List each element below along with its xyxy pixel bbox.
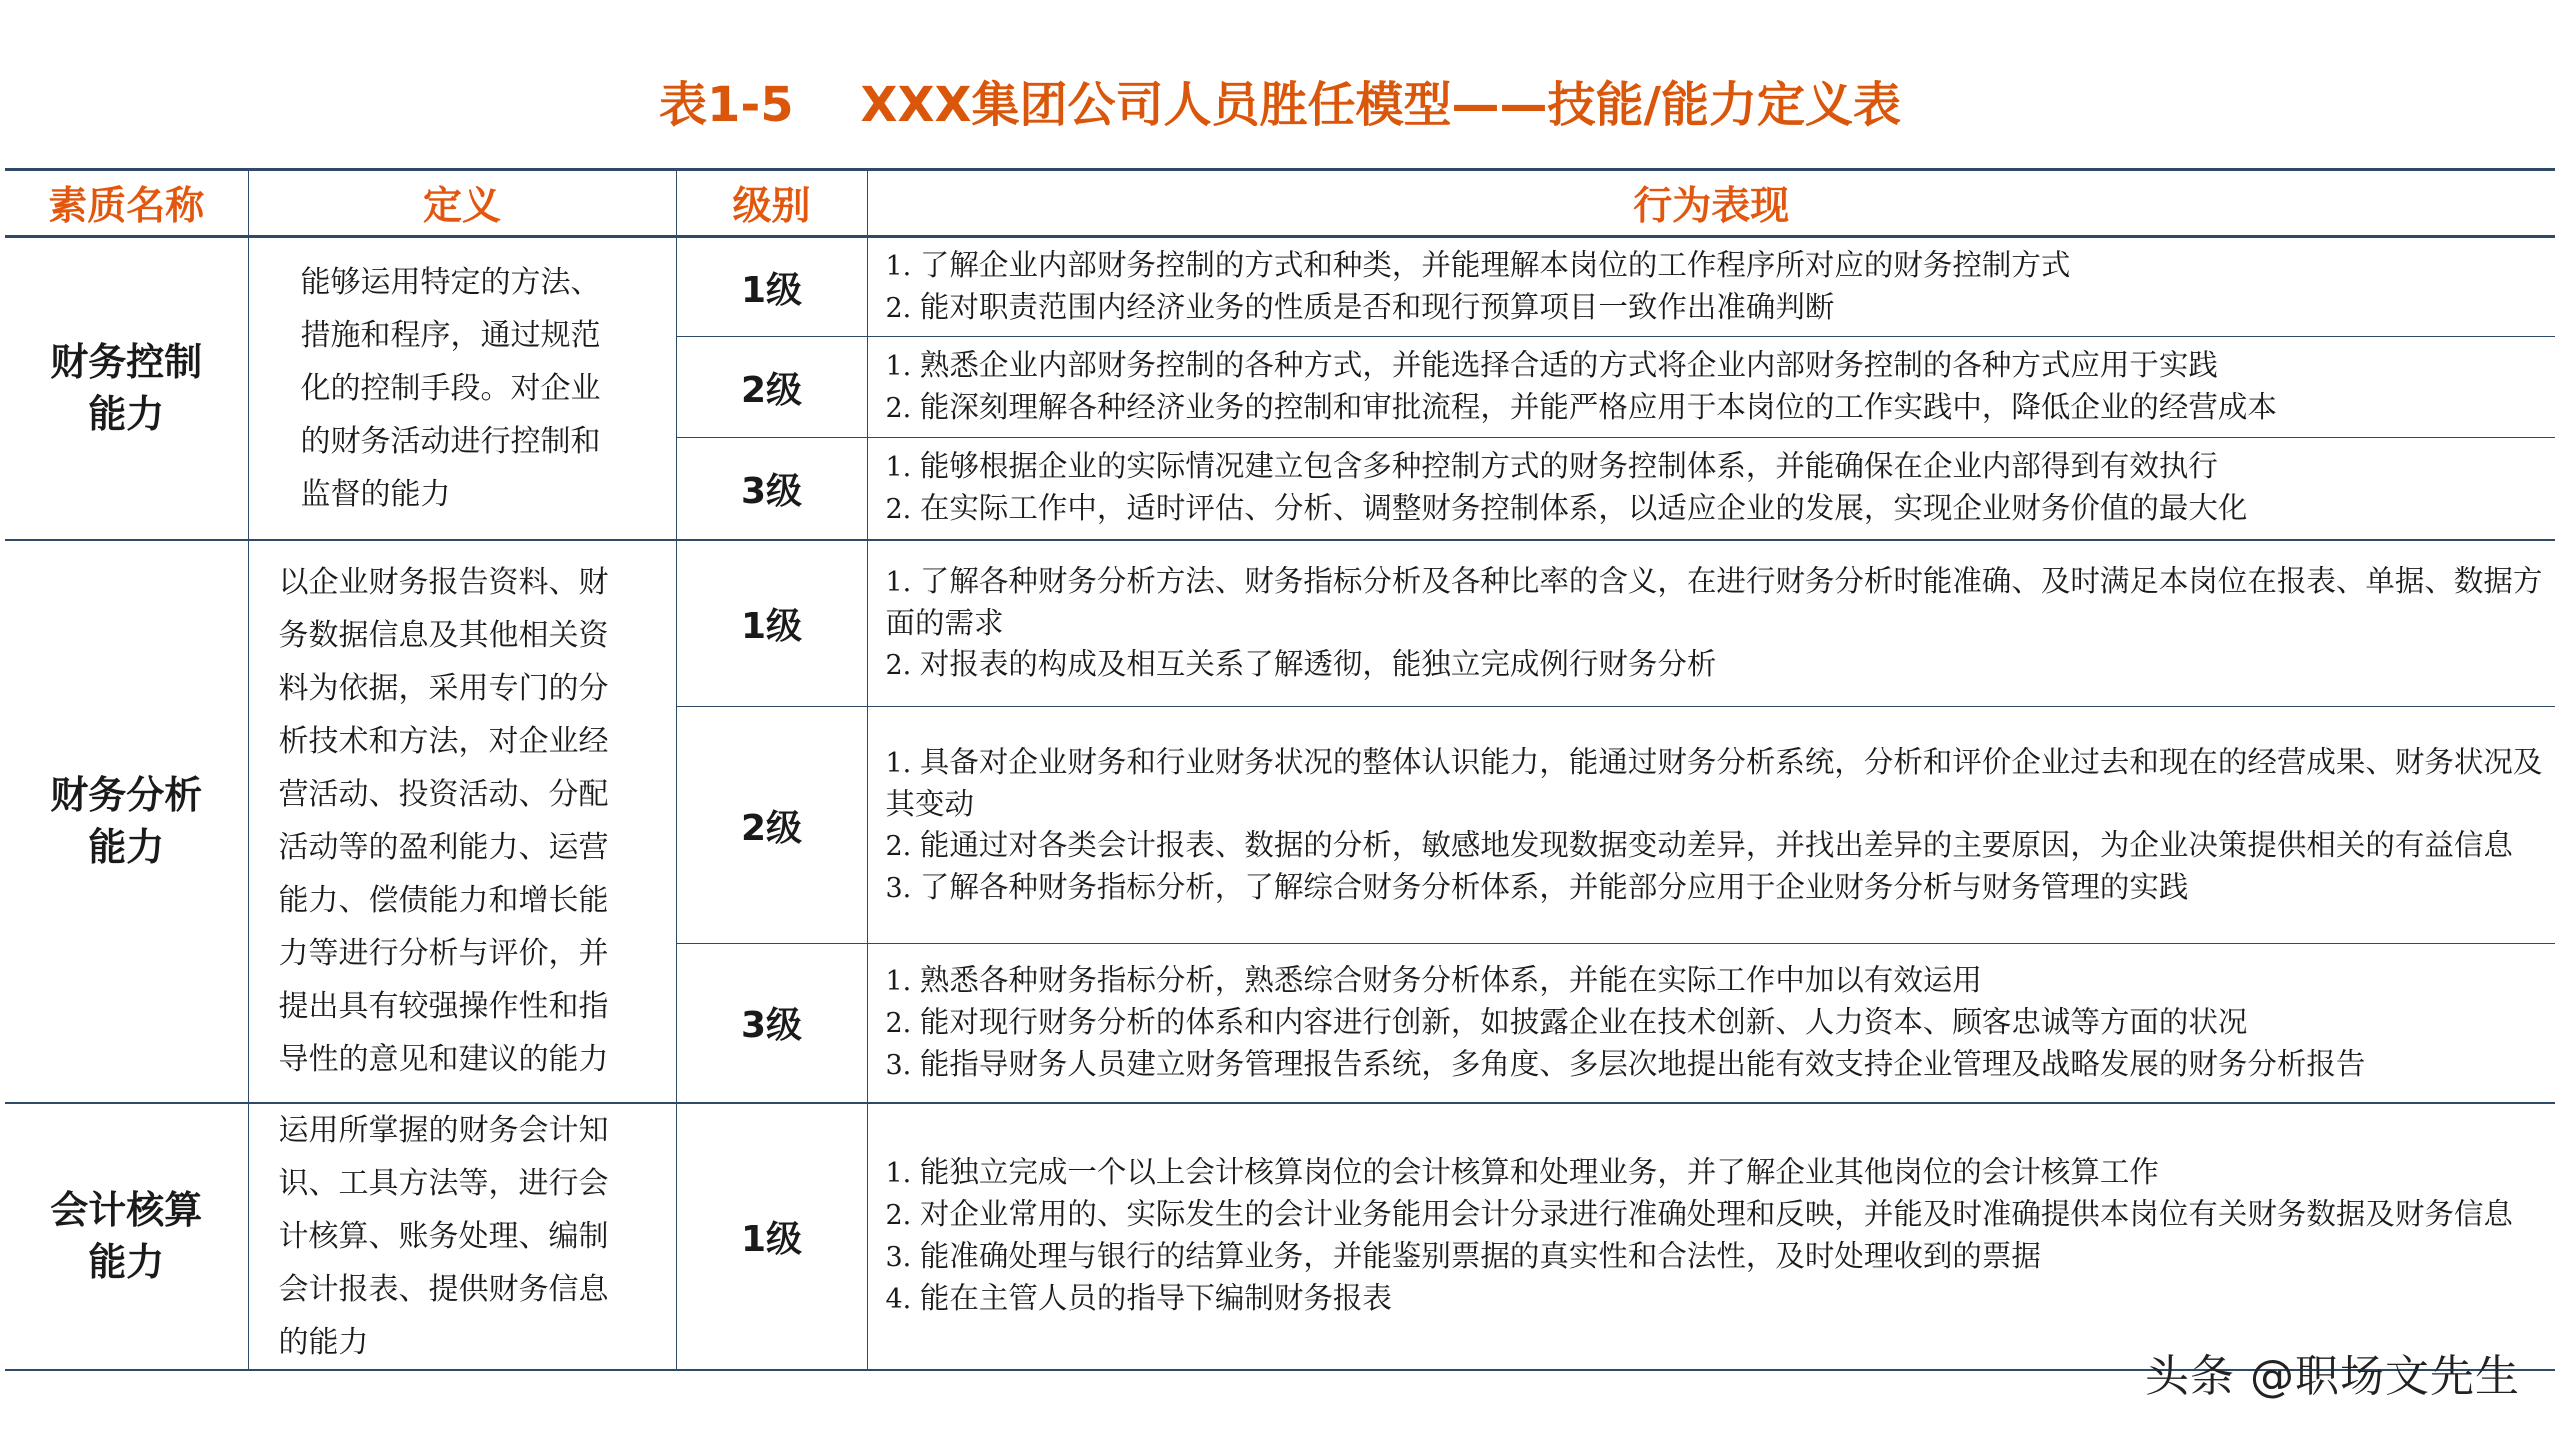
behavior-item-number: 1. — [885, 965, 920, 997]
behavior-item — [886, 446, 2548, 488]
quality-name — [5, 1103, 248, 1370]
header-level: 级别 — [676, 170, 867, 237]
competency-table — [5, 168, 2555, 1371]
behavior-item-text: 了解各种财务指标分析，了解综合财务分析体系，并能部分应用于企业财务分析与财务管理的实践 — [919, 869, 2189, 904]
quality-name-text: 财务分析能力 — [50, 773, 203, 869]
behavior-item-number: 1. — [885, 1158, 920, 1189]
behavior-item-text: 能够根据企业的实际情况建立包含多种控制方式的财务控制体系，并能确保在企业内部得到有效执行 — [919, 449, 2218, 484]
behavior-item — [886, 1194, 2548, 1236]
quality-name — [5, 237, 248, 540]
behavior-item — [886, 245, 2548, 287]
behavior-item — [886, 644, 2548, 686]
behavior-item-number: 2. — [885, 1200, 920, 1231]
behavior-item-number: 3. — [885, 1049, 920, 1081]
level-label: 1级 — [676, 540, 867, 707]
behavior-item-number: 4. — [885, 1284, 920, 1315]
table-header-row — [5, 170, 2555, 237]
behavior-item-text: 了解企业内部财务控制的方式和种类，并能理解本岗位的工作程序所对应的财务控制方式 — [919, 248, 2071, 282]
behavior-item-number: 1. — [885, 747, 920, 779]
definition-text: 运用所掌握的财务会计知识、工具方法等，进行会计核算、账务处理、编制会计报表、提供财务信息的能力 — [248, 1103, 676, 1370]
behavior-item-number: 2. — [885, 649, 920, 681]
quality-name-text: 会计核算能力 — [50, 1188, 203, 1284]
header-behavior: 行为表现 — [867, 170, 2555, 237]
definition-text: 以企业财务报告资料、财务数据信息及其他相关资料为依据，采用专门的分析技术和方法，对企业经营活动、投资活动、分配活动等的盈利能力、运营能力、偿债能力和增长能力等进行分析与评价，并提出具有较强操作性和指导性的意见和建议的能力 — [248, 540, 676, 1103]
behavior-cell — [867, 707, 2555, 944]
behavior-item — [886, 345, 2548, 387]
behavior-item — [886, 742, 2548, 825]
table-row — [5, 1103, 2555, 1370]
quality-name — [5, 540, 248, 1103]
behavior-item-number: 3. — [885, 872, 920, 904]
definition-text: 能够运用特定的方法、措施和程序，通过规范化的控制手段。对企业的财务活动进行控制和监督的能力 — [248, 237, 676, 540]
behavior-item — [886, 1236, 2548, 1278]
behavior-item-text: 在实际工作中，适时评估、分析、调整财务控制体系，以适应企业的发展，实现企业财务价值的最大化 — [919, 491, 2248, 526]
behavior-item-text: 能通过对各类会计报表、数据的分析，敏感地发现数据变动差异，并找出差异的主要原因，为企业决策提供相关的有益信息 — [919, 827, 2513, 862]
watermark: 头条 @职场文先生 — [2145, 1351, 2520, 1402]
behavior-item-number: 2. — [885, 830, 920, 862]
behavior-item — [886, 561, 2548, 644]
table-row — [5, 237, 2555, 337]
level-label: 2级 — [676, 337, 867, 438]
behavior-item — [886, 1278, 2548, 1320]
behavior-item-text: 能指导财务人员建立财务管理报告系统，多角度、多层次地提出能有效支持企业管理及战略发展的财务分析报告 — [919, 1046, 2366, 1081]
level-label: 2级 — [676, 707, 867, 944]
header-definition: 定义 — [248, 170, 676, 237]
behavior-cell — [867, 1103, 2555, 1370]
behavior-item-number: 1. — [885, 351, 920, 382]
behavior-item-text: 对报表的构成及相互关系了解透彻，能独立完成例行财务分析 — [919, 646, 1717, 681]
behavior-item-number: 2. — [885, 293, 920, 324]
behavior-item — [886, 1002, 2548, 1044]
quality-name-text: 财务控制能力 — [50, 340, 203, 437]
behavior-item-number: 1. — [885, 566, 920, 598]
behavior-item-text: 对企业常用的、实际发生的会计业务能用会计分录进行准确处理和反映，并能及时准确提供本岗位有关财务数据及财务信息 — [919, 1197, 2513, 1231]
behavior-cell — [867, 237, 2555, 337]
behavior-item-number: 2. — [885, 393, 920, 424]
behavior-item-text: 能对职责范围内经济业务的性质是否和现行预算项目一致作出准确判断 — [919, 290, 1835, 324]
behavior-item-number: 1. — [885, 452, 920, 484]
level-label: 3级 — [676, 438, 867, 540]
behavior-item — [886, 825, 2548, 867]
page-title: 表1-5 XXX集团公司人员胜任模型——技能/能力定义表 — [658, 77, 1902, 133]
level-label: 3级 — [676, 944, 867, 1103]
level-label: 1级 — [676, 1103, 867, 1370]
behavior-cell — [867, 337, 2555, 438]
behavior-item-number: 2. — [885, 494, 920, 526]
behavior-item — [886, 867, 2548, 909]
behavior-cell — [867, 438, 2555, 540]
behavior-item-text: 能在主管人员的指导下编制财务报表 — [919, 1281, 1392, 1315]
behavior-cell — [867, 944, 2555, 1103]
behavior-item-number: 3. — [885, 1242, 920, 1273]
behavior-item-number: 1. — [885, 251, 920, 282]
behavior-item-text: 能独立完成一个以上会计核算岗位的会计核算和处理业务，并了解企业其他岗位的会计核算工作 — [919, 1155, 2159, 1189]
header-quality: 素质名称 — [5, 170, 248, 237]
behavior-item — [886, 287, 2548, 329]
behavior-item — [886, 387, 2548, 429]
behavior-item-text: 熟悉各种财务指标分析，熟悉综合财务分析体系，并能在实际工作中加以有效运用 — [919, 962, 1982, 997]
behavior-item-text: 了解各种财务分析方法、财务指标分析及各种比率的含义，在进行财务分析时能准确、及时满足本岗位在报表、单据、数据方面的需求 — [885, 563, 2543, 640]
behavior-item — [886, 1152, 2548, 1194]
behavior-item-text: 能深刻理解各种经济业务的控制和审批流程，并能严格应用于本岗位的工作实践中，降低企业的经营成本 — [919, 390, 2277, 424]
behavior-item-text: 能对现行财务分析的体系和内容进行创新，如披露企业在技术创新、人力资本、顾客忠诚等方面的状况 — [919, 1004, 2248, 1039]
behavior-cell — [867, 540, 2555, 707]
behavior-item — [886, 1044, 2548, 1086]
behavior-item-text: 能准确处理与银行的结算业务，并能鉴别票据的真实性和合法性，及时处理收到的票据 — [919, 1239, 2041, 1273]
table-row — [5, 540, 2555, 707]
behavior-item-number: 2. — [885, 1007, 920, 1039]
behavior-item-text: 具备对企业财务和行业财务状况的整体认识能力，能通过财务分析系统，分析和评价企业过去和现在的经营成果、财务状况及其变动 — [885, 744, 2543, 821]
level-label: 1级 — [676, 237, 867, 337]
behavior-item — [886, 488, 2548, 530]
behavior-item — [886, 960, 2548, 1002]
behavior-item-text: 熟悉企业内部财务控制的各种方式，并能选择合适的方式将企业内部财务控制的各种方式应用于实践 — [919, 348, 2218, 382]
